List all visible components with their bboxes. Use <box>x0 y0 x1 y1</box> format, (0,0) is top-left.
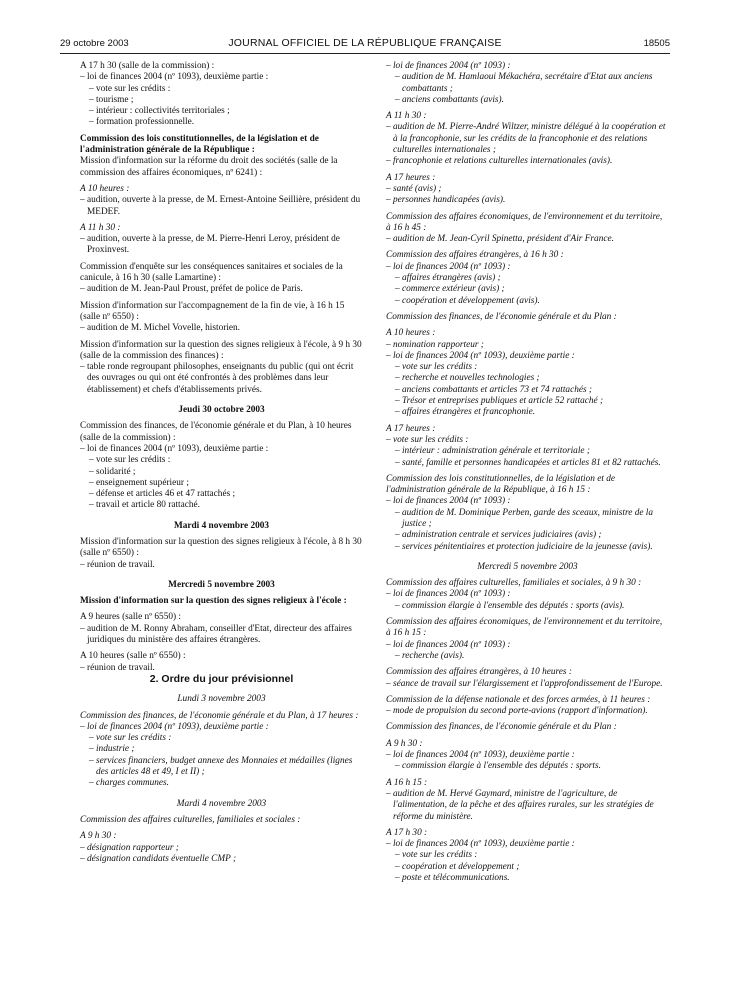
left-paragraph: Commission des finances, de l'économie générale et du Plan, à 10 heures (salle de la commission) : <box>80 421 352 443</box>
header-rule <box>60 53 670 54</box>
right-paragraph: – loi de finances 2004 (nº 1093) : <box>386 639 511 650</box>
right-paragraph: Commission des affaires étrangères, à 16 h 30 : <box>386 250 564 261</box>
right-paragraph: – services pénitentiaires et protection judiciaire de la jeunesse (avis). <box>395 541 653 552</box>
left-paragraph: – loi de finances 2004 (nº 1093), deuxième partie : <box>80 721 269 732</box>
right-paragraph: A 10 heures : <box>386 328 436 339</box>
left-paragraph: – formation professionnelle. <box>89 117 195 128</box>
right-paragraph: – séance de travail sur l'élargissement et l'approfondissement de l'Europe. <box>386 678 663 689</box>
right-paragraph: A 11 h 30 : <box>386 111 427 122</box>
left-paragraph: Mission d'information sur la question des signes religieux à l'école, à 8 h 30 (salle nº 6550) : <box>80 536 362 559</box>
left-paragraph: – audition de M. Jean-Paul Proust, préfet de police de Paris. <box>80 284 303 295</box>
right-paragraph: – anciens combattants (avis). <box>395 94 504 105</box>
right-paragraph: – loi de finances 2004 (nº 1093) : <box>386 589 511 600</box>
right-paragraph: – loi de finances 2004 (nº 1093) : <box>386 261 511 272</box>
left-paragraph: Commission des finances, de l'économie générale et du Plan, à 17 heures : <box>80 710 359 721</box>
right-paragraph: Commission des affaires culturelles, familiales et sociales, à 9 h 30 : <box>386 578 642 589</box>
right-paragraph: A 17 heures : <box>386 172 436 183</box>
left-paragraph: Mission d'information sur l'accompagnement de la fin de vie, à 16 h 15 (salle nº 6550) : <box>80 300 345 322</box>
left-paragraph: 2. Ordre du jour prévisionnel <box>149 672 294 685</box>
right-paragraph: – audition de M. Pierre-André Wiltzer, ministre délégué à la coopération et à la francophonie, sur les crédits de la francophonie et des relations culturelles internationales ; <box>386 122 666 156</box>
left-paragraph: Mercredi 5 novembre 2003 <box>168 579 275 590</box>
right-paragraph: – vote sur les crédits : <box>395 850 478 861</box>
left-paragraph: – intérieur : collectivités territoriales ; <box>89 106 230 117</box>
right-paragraph: – commerce extérieur (avis) ; <box>395 284 505 295</box>
left-paragraph: A 10 heures (salle nº 6550) : <box>80 651 186 662</box>
right-paragraph: – affaires étrangères (avis) ; <box>395 273 501 284</box>
right-paragraph: Commission des affaires économiques, de l'environnement et du territoire, à 16 h 15 : <box>386 617 663 639</box>
left-paragraph: – charges communes. <box>89 778 169 789</box>
left-paragraph: Lundi 3 novembre 2003 <box>177 694 266 705</box>
right-paragraph: Commission des affaires étrangères, à 10 heures : <box>386 667 572 678</box>
right-paragraph: – audition de M. Jean-Cyril Spinetta, président d'Air France. <box>386 234 614 245</box>
left-column <box>80 61 363 865</box>
right-paragraph: A 9 h 30 : <box>386 738 423 749</box>
right-paragraph: – administration centrale et services judiciaires (avis) ; <box>395 530 602 541</box>
header-date: 29 octobre 2003 <box>60 38 129 49</box>
right-paragraph: – vote sur les crédits : <box>395 362 478 373</box>
left-paragraph: – audition, ouverte à la presse, de M. Ernest-Antoine Seillière, président du MEDEF. <box>80 195 361 217</box>
left-paragraph: A 9 heures (salle nº 6550) : <box>80 612 181 623</box>
page-header <box>60 38 670 52</box>
right-paragraph: – coopération et développement ; <box>395 861 520 872</box>
left-paragraph: – désignation candidats éventuelle CMP ; <box>80 853 237 864</box>
right-paragraph: – nomination rapporteur ; <box>386 339 484 350</box>
right-paragraph: Commission des lois constitutionnelles, de la législation et de l'administration générale de la République, à 16 h 15 : <box>386 473 616 496</box>
right-paragraph: – audition de M. Hervé Gaymard, ministre de l'agriculture, de l'alimentation, de la pêche et des affaires rurales, sur les stratégies de réforme du ministère. <box>386 788 654 822</box>
header-page-number: 18505 <box>643 38 670 49</box>
left-paragraph: – tourisme ; <box>89 94 134 105</box>
right-paragraph: – recherche et nouvelles technologies ; <box>395 373 540 384</box>
left-paragraph: A 9 h 30 : <box>80 831 117 842</box>
left-paragraph: Mission d'information sur la question des signes religieux à l'école, à 9 h 30 (salle de la commission des finances) : <box>80 339 362 361</box>
right-paragraph: – anciens combattants et articles 73 et 74 rattachés ; <box>395 384 593 395</box>
left-paragraph: – enseignement supérieur ; <box>89 477 189 488</box>
left-paragraph: A 17 h 30 (salle de la commission) : <box>80 61 215 71</box>
left-paragraph: Mission d'information sur la réforme du droit des sociétés (salle de la commission des affaires économiques, nº 6241) : <box>80 156 338 178</box>
left-paragraph: – désignation rapporteur ; <box>80 842 179 853</box>
left-paragraph: – loi de finances 2004 (nº 1093), deuxième partie : <box>80 443 269 454</box>
right-paragraph: – affaires étrangères et francophonie. <box>395 407 536 418</box>
right-paragraph: Commission des affaires économiques, de l'environnement et du territoire, à 16 h 45 : <box>386 211 663 233</box>
right-paragraph: – coopération et développement (avis). <box>395 295 540 306</box>
right-paragraph: – loi de finances 2004 (nº 1093) : <box>386 496 511 507</box>
right-paragraph: – commission élargie à l'ensemble des députés : sports (avis). <box>395 600 625 611</box>
left-paragraph: – vote sur les crédits : <box>89 83 171 94</box>
left-paragraph: – réunion de travail. <box>80 662 155 673</box>
left-paragraph: Mission d'information sur la question des signes religieux à l'école : <box>80 596 347 607</box>
left-paragraph: – travail et article 80 rattaché. <box>89 500 200 511</box>
header-title: JOURNAL OFFICIEL DE LA RÉPUBLIQUE FRANÇAISE <box>228 37 502 49</box>
right-paragraph: A 17 heures : <box>386 423 436 434</box>
left-paragraph: – table ronde regroupant philosophes, enseignants du public (qui ont écrit des ouvrages ou qui ont été confrontés à des problèmes dans leur établissement) et chefs d'établissements privés. <box>80 362 354 395</box>
right-paragraph: – loi de finances 2004 (nº 1093), deuxième partie : <box>386 839 575 850</box>
right-paragraph: Commission des finances, de l'économie générale et du Plan : <box>386 311 617 322</box>
left-paragraph: Mardi 4 novembre 2003 <box>176 798 267 809</box>
right-paragraph: – poste et télécommunications. <box>395 873 510 883</box>
right-paragraph: Mercredi 5 novembre 2003 <box>477 561 578 572</box>
left-paragraph: – services financiers, budget annexe des Monnaies et médailles (lignes des articles 48 et 49, I et II) ; <box>89 755 353 778</box>
right-paragraph: – audition de M. Hamlaoui Mékachéra, secrétaire d'Etat aux anciens combattants ; <box>395 72 653 94</box>
right-paragraph: – loi de finances 2004 (nº 1093), deuxième partie : <box>386 350 575 361</box>
left-paragraph: A 10 heures : <box>80 183 130 194</box>
right-paragraph: – Trésor et entreprises publiques et article 52 rattaché ; <box>395 396 604 407</box>
right-paragraph: – recherche (avis). <box>395 650 465 661</box>
right-paragraph: – personnes handicapées (avis). <box>386 195 506 206</box>
left-paragraph: – audition, ouverte à la presse, de M. Pierre-Henri Leroy, président de Proxinvest. <box>80 234 340 256</box>
right-paragraph: Commission des finances, de l'économie générale et du Plan : <box>386 722 617 733</box>
right-paragraph: A 16 h 15 : <box>386 777 428 788</box>
left-paragraph: – audition de M. Michel Vovelle, historien. <box>80 323 241 334</box>
right-paragraph: – mode de propulsion du second porte-avions (rapport d'information). <box>386 706 648 717</box>
right-paragraph: – loi de finances 2004 (nº 1093) : <box>386 61 511 71</box>
right-paragraph: – intérieur : administration générale et territoriale ; <box>395 446 590 457</box>
left-paragraph: – réunion de travail. <box>80 559 155 570</box>
right-paragraph: – loi de finances 2004 (nº 1093), deuxième partie : <box>386 750 575 761</box>
left-paragraph: – solidarité ; <box>89 466 136 477</box>
left-paragraph: Mardi 4 novembre 2003 <box>173 520 270 531</box>
left-paragraph: – vote sur les crédits : <box>89 733 172 744</box>
left-paragraph: Commission d'enquête sur les conséquences sanitaires et sociales de la canicule, à 16 h 30 (salle Lamartine) : <box>80 261 343 284</box>
left-paragraph: – vote sur les crédits : <box>89 455 171 466</box>
left-paragraph: Commission des affaires culturelles, familiales et sociales : <box>80 814 301 825</box>
right-paragraph: Commission de la défense nationale et des forces armées, à 11 heures : <box>386 694 651 705</box>
right-paragraph: – audition de M. Dominique Perben, garde des sceaux, ministre de la justice ; <box>395 507 654 529</box>
left-paragraph: Jeudi 30 octobre 2003 <box>178 405 265 416</box>
left-paragraph: A 11 h 30 : <box>80 222 121 233</box>
right-paragraph: – francophonie et relations culturelles internationales (avis). <box>386 156 613 167</box>
left-paragraph: Commission des lois constitutionnelles, de la législation et de l'administration générale de la République : <box>80 133 319 156</box>
right-column <box>386 61 669 884</box>
left-paragraph: – loi de finances 2004 (nº 1093), deuxième partie : <box>80 72 269 83</box>
right-paragraph: – vote sur les crédits : <box>386 434 469 445</box>
left-paragraph: – défense et articles 46 et 47 rattachés ; <box>89 489 236 500</box>
right-paragraph: – santé (avis) ; <box>386 183 442 194</box>
right-paragraph: – commission élargie à l'ensemble des députés : sports. <box>395 761 601 772</box>
right-paragraph: A 17 h 30 : <box>386 827 428 838</box>
left-paragraph: – industrie ; <box>89 744 135 755</box>
left-paragraph: – audition de M. Ronny Abraham, conseiller d'Etat, directeur des affaires juridiques du ministère des affaires étrangères. <box>80 623 352 646</box>
right-paragraph: – santé, famille et personnes handicapées et articles 81 et 82 rattachés. <box>395 457 661 468</box>
